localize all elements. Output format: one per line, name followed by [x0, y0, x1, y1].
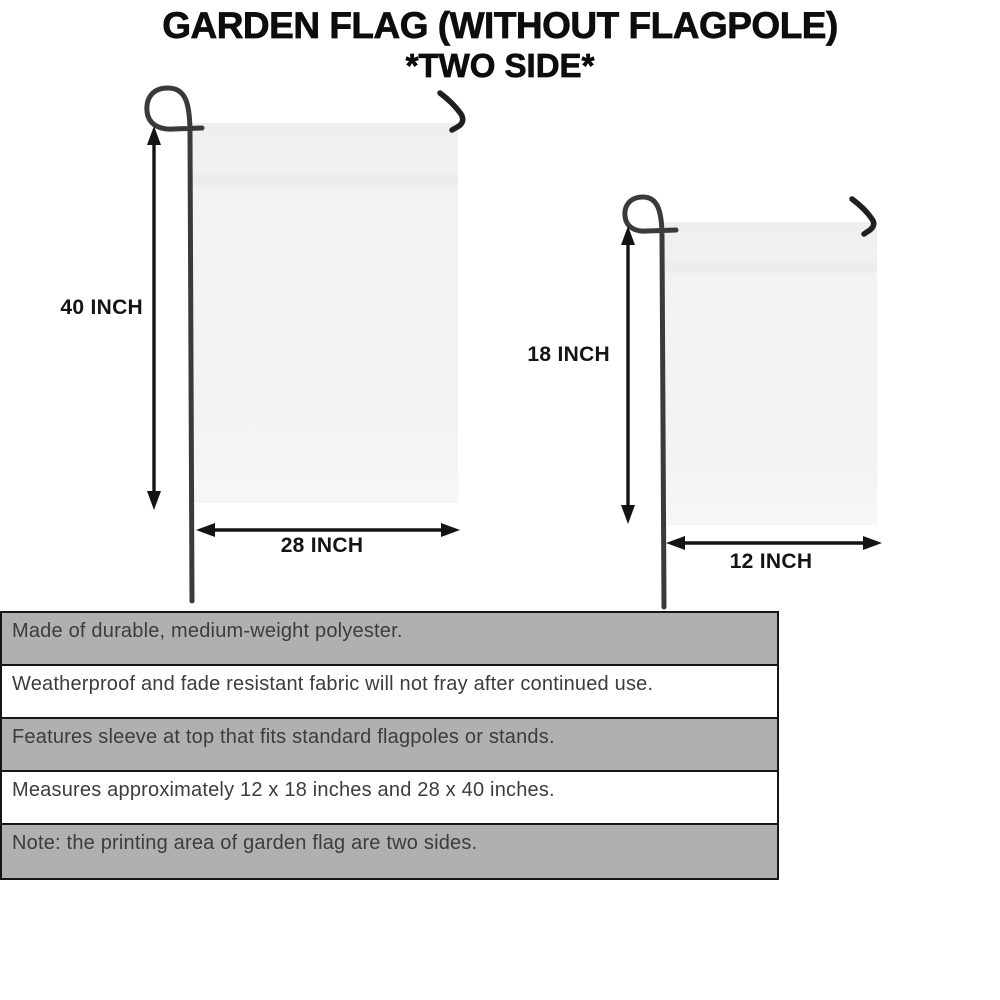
feature-row-weatherproof: Weatherproof and fade resistant fabric will not fray after continued use.: [2, 666, 777, 719]
feature-row-material: Made of durable, medium-weight polyester.: [2, 613, 777, 666]
title-sub: *TWO SIDE*: [405, 46, 595, 84]
feature-row-measures: Measures approximately 12 x 18 inches and 28 x 40 inches.: [2, 772, 777, 825]
large-flag-width-label: 28 INCH: [280, 534, 364, 557]
large-hanger-hook-icon: [440, 93, 463, 130]
height-arrow-small: [621, 226, 635, 524]
feature-row-note: Note: the printing area of garden flag are two sides.: [2, 825, 777, 878]
small-flagpole-icon: [625, 197, 676, 607]
small-flag-width-label: 12 INCH: [729, 550, 813, 573]
small-hanger-hook-icon: [852, 199, 874, 234]
title-main: GARDEN FLAG (WITHOUT FLAGPOLE): [162, 5, 838, 46]
large-flag-height-label: 40 INCH: [60, 296, 143, 319]
small-flag-height-label: 18 INCH: [527, 343, 610, 366]
width-arrow-small: [666, 536, 882, 550]
height-arrow-large: [147, 126, 161, 510]
feature-row-sleeve: Features sleeve at top that fits standard flagpoles or stands.: [2, 719, 777, 772]
